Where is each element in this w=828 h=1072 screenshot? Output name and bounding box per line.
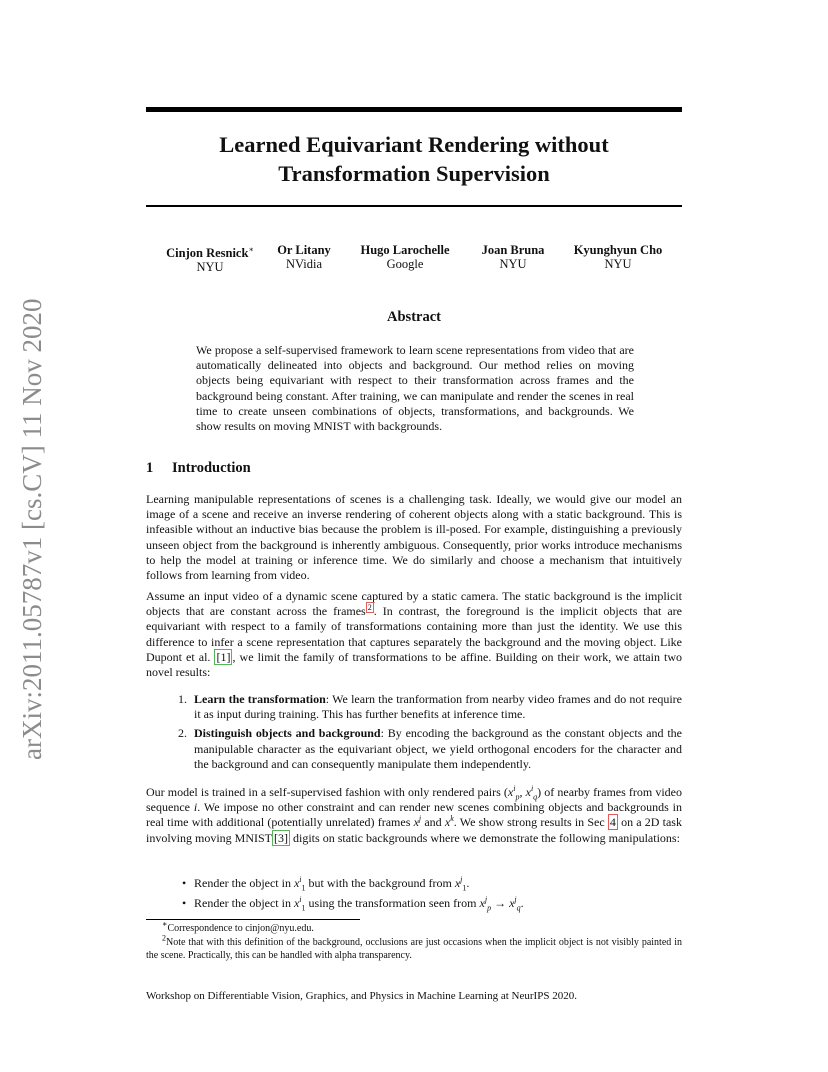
title-line-1: Learned Equivariant Rendering without xyxy=(219,132,609,157)
author-name: Joan Bruna xyxy=(481,243,545,257)
section-number: 1 xyxy=(146,460,154,476)
section-link[interactable]: 4 xyxy=(609,815,616,830)
footnote-mark: ∗ xyxy=(162,919,168,929)
author-mark: ∗ xyxy=(248,245,254,254)
intro-paragraph-3: Our model is trained in a self-supervised fashion with only rendered pairs ($x^i_p$, $x^i_q$) of nearby frames from video sequence i. We impose no other constraint and can render new scenes combining objects and backgrounds in real time with additional (potentially unrelated) frames $x^j$ and $x^k$. We show strong results in Sec 4 on a 2D task involving moving MNIST [3] digits on static backgrounds where we demonstrate the following manipulations: xyxy=(146,784,683,845)
author xyxy=(568,243,668,271)
author-name: Or Litany xyxy=(277,243,331,257)
footnote-ref[interactable]: 2 xyxy=(367,603,372,613)
bullet-marker: • xyxy=(182,896,187,911)
author-affiliation: NYU xyxy=(604,257,632,271)
footnote-text: Note that with this definition of the background, occlusions are just occasions when the implicit object is not visibly painted in the scene. Practically, this can be handled with alpha transparency. xyxy=(146,937,682,961)
arxiv-sidebar-stamp: arXiv:2011.05787v1 [cs.CV] 11 Nov 2020 xyxy=(17,298,47,760)
author xyxy=(272,243,336,271)
author-name: Hugo Larochelle xyxy=(360,243,450,257)
list-item: • Render the object in $x^i_1$ using the transformation seen from $x^j_p \to x^j_q$. xyxy=(182,895,524,913)
list-item xyxy=(178,726,682,772)
author xyxy=(162,243,258,274)
contribution-list xyxy=(178,692,682,776)
author xyxy=(474,243,552,271)
author-name: Kyunghyun Cho xyxy=(573,243,663,257)
citation-link[interactable]: [3] xyxy=(274,830,289,845)
list-item-heading: Distinguish objects and background xyxy=(194,726,381,741)
bullet-marker: • xyxy=(182,876,187,890)
manipulation-list xyxy=(182,876,682,916)
footnote-rule xyxy=(146,919,360,920)
abstract-text: We propose a self-supervised framework to learn scene representations from video that are automatically delineated into objects and background. Our method relies on moving objects being equivariant with respect to their transformation across frames and the background being constant. After training, we can manipulate and render the scenes in real time to create unseen combinations of objects, transformations, and backgrounds. We show results on moving MNIST with backgrounds. xyxy=(196,343,634,434)
section-title: Introduction xyxy=(172,460,251,476)
venue-footer: Workshop on Differentiable Vision, Graphics, and Physics in Machine Learning at NeurIPS 2020. xyxy=(146,990,577,1002)
list-marker: 1. xyxy=(178,692,187,706)
footnote-mark: 2 xyxy=(162,933,166,943)
list-item-text: : We learn the tranformation from nearby video frames and do not require it as input during training. This has further benefits at inference time. xyxy=(194,692,682,722)
author xyxy=(355,243,455,271)
author-affiliation: Google xyxy=(386,257,424,271)
author-affiliation: NYU xyxy=(499,257,527,271)
title-top-rule xyxy=(146,107,682,112)
intro-paragraph-2: Assume an input video of a dynamic scene captured by a static camera. The static background is the implicit objects that are constant across the frames $^2$ . In contrast, the foreground is the implicit objects that are equivariant with respect to a family of transformations containing more than just the identity. We use this difference to infer a scene representation that captures separately the background and the moving object. Like Dupont et al. [1] , we limit the family of transformations to be affine. Building on their work, we attain two novel results: xyxy=(146,589,682,680)
paper-title xyxy=(146,130,682,188)
list-item-text: : By encoding the background as the constant objects and the manipulable character as the equivariant object, we yield orthogonal encoders for the character and the background and can consequently manipulate them independently. xyxy=(194,726,682,771)
list-marker: 2. xyxy=(178,726,187,741)
section-heading xyxy=(146,460,251,477)
abstract-heading: Abstract xyxy=(387,309,441,325)
author-name: Cinjon Resnick xyxy=(166,246,249,261)
intro-paragraph-1: Learning manipulable representations of scenes is a challenging task. Ideally, we would give our model an image of a scene and receive an inverse rendering of coherent objects along with a static background. This is infeasible without an inductive bias because the problem is ill-posed. For example, distinguishing a previously unseen object from the background is inherently ambiguous. Consequently, prior works introduce mechanisms to help the model at training or inference time. We do similarly and choose a mechanism that intuitively follows from learning from video. xyxy=(146,492,682,583)
citation-link[interactable]: [1] xyxy=(216,649,231,664)
footnote-1 xyxy=(146,919,682,936)
list-item: • Render the object in $x^i_1$ but with the background from $x^j_1$. xyxy=(182,875,470,893)
list-item xyxy=(178,692,682,722)
footnote-text: Correspondence to cinjon@nyu.edu. xyxy=(167,923,314,934)
list-item-heading: Learn the transformation xyxy=(194,692,326,706)
author-affiliation: NVidia xyxy=(285,257,323,271)
footnote-2 xyxy=(146,933,682,962)
title-bottom-rule xyxy=(146,205,682,207)
title-line-2: Transformation Supervision xyxy=(278,161,550,186)
author-affiliation: NYU xyxy=(196,260,224,275)
